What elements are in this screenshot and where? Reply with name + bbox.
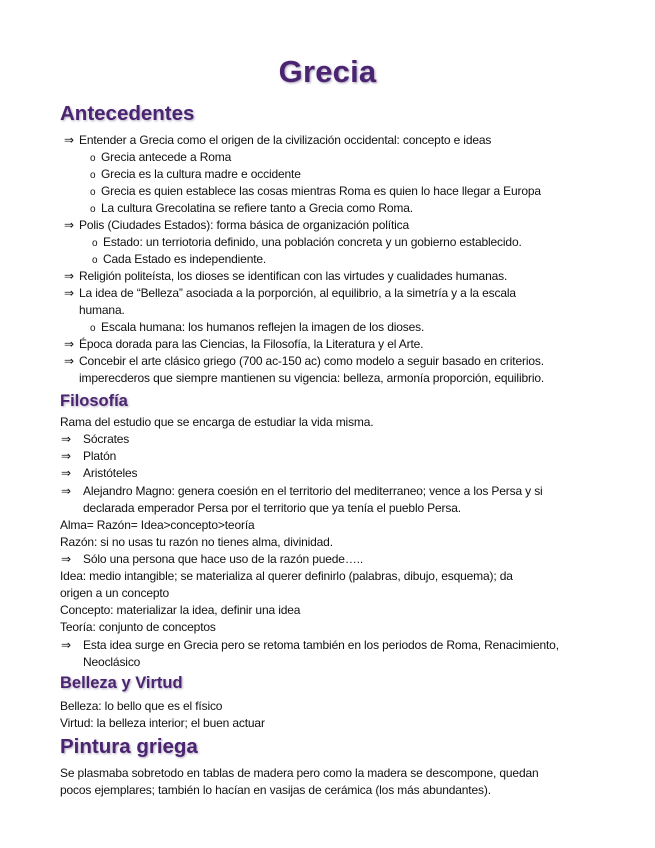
paragraph: origen a un concepto (60, 586, 170, 600)
arrow-icon: ⇒ (64, 286, 74, 300)
paragraph: Teoría: conjunto de conceptos (60, 620, 216, 634)
bullet-icon: o (90, 323, 96, 334)
list-item: ⇒ Platón (61, 449, 117, 463)
list-item: ⇒ Concebir el arte clásico griego (700 ac-150 ac) como modelo a seguir basado en criterios. (64, 354, 544, 368)
heading-antecedentes: Antecedentes (60, 102, 195, 125)
arrow-icon: ⇒ (64, 269, 74, 283)
list-item: ⇒ La idea de “Belleza” asociada a la porporción, al equilibrio, a la simetría y a la escala (64, 286, 516, 300)
arrow-icon: ⇒ (64, 354, 74, 368)
list-item: ⇒ Época dorada para las Ciencias, la Filosofía, la Literatura y el Arte. (64, 337, 424, 351)
bullet-icon: o (90, 170, 96, 181)
bullet-icon: o (92, 238, 98, 249)
list-item: o La cultura Grecolatina se refiere tanto a Grecia como Roma. (90, 201, 413, 215)
list-item: o Cada Estado es independiente. (92, 252, 267, 266)
paragraph: pocos ejemplares; también lo hacían en vasijas de cerámica (los más abundantes). (60, 783, 491, 797)
bullet-icon: o (92, 255, 98, 266)
paragraph: Concepto: materializar la idea, definir una idea (60, 603, 301, 617)
heading-belleza-virtud: Belleza y Virtud (60, 674, 183, 692)
bullet-icon: o (90, 187, 96, 198)
heading-pintura-griega: Pintura griega (60, 735, 198, 758)
heading-filosofia: Filosofía (60, 392, 128, 410)
list-item: ⇒ Sócrates (61, 432, 130, 446)
arrow-icon: ⇒ (61, 449, 71, 463)
list-item: o Grecia es la cultura madre e occidente (90, 167, 301, 181)
paragraph: Virtud: la belleza interior; el buen actuar (60, 716, 265, 730)
arrow-icon: ⇒ (64, 218, 74, 232)
list-item: ⇒ Polis (Ciudades Estados): forma básica de organización política (64, 218, 410, 232)
list-item-continuation: Neoclásico (83, 655, 141, 669)
arrow-icon: ⇒ (64, 337, 74, 351)
list-item-continuation: declarada emperador Persa por el territorio que ya tenía el pueblo Persa. (83, 501, 461, 515)
list-item: o Estado: un terriotoria definido, una población concreta y un gobierno establecido. (92, 235, 522, 249)
paragraph: Razón: si no usas tu razón no tienes alma, divinidad. (60, 535, 333, 549)
list-item: o Grecia es quien establece las cosas mientras Roma es quien lo hace llegar a Europa (90, 184, 541, 198)
arrow-icon: ⇒ (61, 638, 71, 652)
list-item: ⇒ Religión politeísta, los dioses se identifican con las virtudes y cualidades humanas. (64, 269, 508, 283)
list-item: ⇒ Esta idea surge en Grecia pero se retoma también en los periodos de Roma, Renacimiento, (61, 638, 559, 652)
arrow-icon: ⇒ (61, 432, 71, 446)
arrow-icon: ⇒ (61, 552, 71, 566)
bullet-icon: o (90, 204, 96, 215)
paragraph: Se plasmaba sobretodo en tablas de madera pero como la madera se descompone, quedan (60, 766, 539, 780)
list-item-continuation: humana. (79, 303, 125, 317)
list-item: ⇒ Entender a Grecia como el origen de la civilización occidental: concepto e ideas (64, 133, 492, 147)
list-item: ⇒ Alejandro Magno: genera coesión en el territorio del mediterraneo; vence a los Persa y si (61, 484, 543, 498)
arrow-icon: ⇒ (61, 466, 71, 480)
list-item: ⇒ Sólo una persona que hace uso de la razón puede….. (61, 552, 364, 566)
page-title: Grecia (278, 54, 377, 89)
list-item-continuation: imperecderos que siempre mantienen su vigencia: belleza, armonía proporción, equilibrio. (79, 371, 545, 385)
paragraph: Belleza: lo bello que es el físico (60, 699, 223, 713)
list-item: o Escala humana: los humanos reflejen la imagen de los dioses. (90, 320, 425, 334)
bullet-icon: o (90, 153, 96, 164)
paragraph: Rama del estudio que se encarga de estudiar la vida misma. (60, 415, 374, 429)
paragraph: Idea: medio intangible; se materializa al querer definirlo (palabras, dibujo, esquema); da (60, 569, 513, 583)
arrow-icon: ⇒ (61, 484, 71, 498)
arrow-icon: ⇒ (64, 133, 74, 147)
list-item: o Grecia antecede a Roma (90, 150, 232, 164)
list-item: ⇒ Aristóteles (61, 466, 138, 480)
paragraph: Alma= Razón= Idea>concepto>teoría (60, 518, 255, 532)
